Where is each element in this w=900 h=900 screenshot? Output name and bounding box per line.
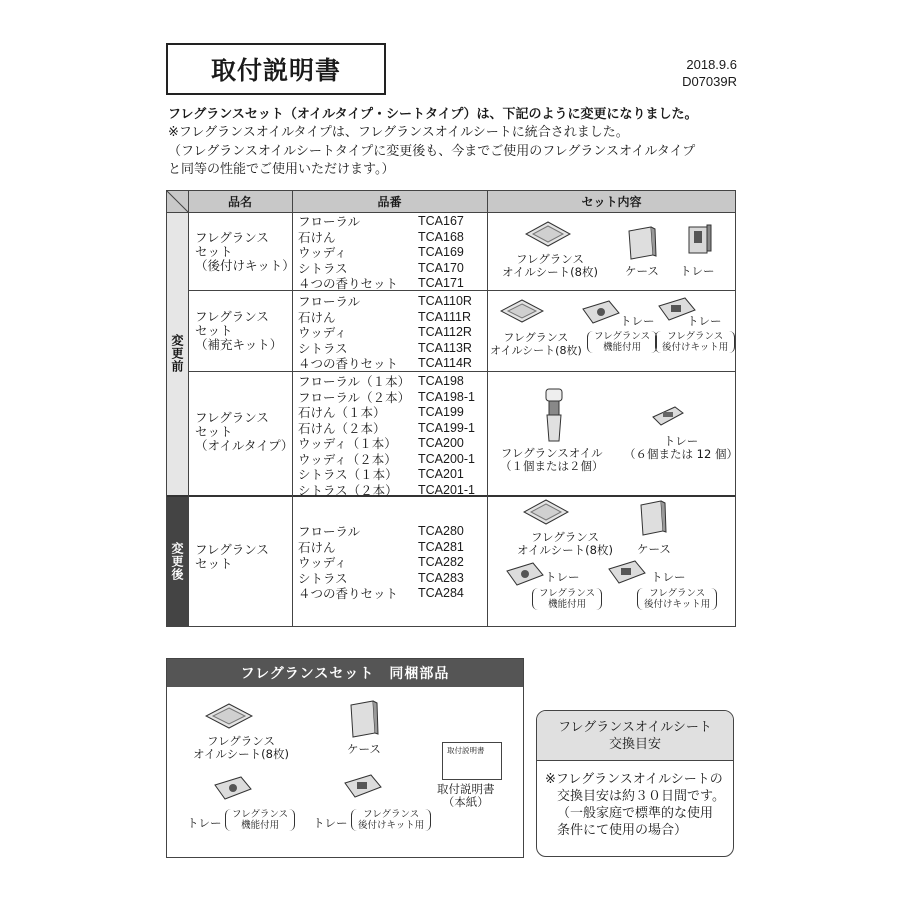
grid-line <box>167 212 735 213</box>
row-4-kit-note: フレグランス 後付けキット用 <box>637 588 717 610</box>
bundle-kit-note: フレグランス 後付けキット用 <box>351 809 431 831</box>
product-row: ４つの香りセット TCA171 <box>298 276 464 291</box>
header-code: 品番 <box>377 195 402 209</box>
tray-icon <box>685 223 713 257</box>
product-row: 石けん（１本） TCA199 <box>298 405 464 420</box>
bundle-tray-kit-label: トレー <box>313 816 348 830</box>
intro-line-2: ※フレグランスオイルタイプは、フレグランスオイルシートに統合されました。 <box>168 125 629 140</box>
case-icon <box>347 699 381 739</box>
tray-kit-icon <box>607 559 647 585</box>
product-row: ウッディ（１本） TCA200 <box>298 436 464 451</box>
row-4-tray-func-label: トレー <box>545 570 580 584</box>
side-label-before: 変更前 <box>167 212 188 495</box>
product-row: ウッディ（２本） TCA200-1 <box>298 451 475 467</box>
product-row: ウッディ TCA112R <box>298 325 472 340</box>
manual-thumbnail: 取付説明書 <box>442 742 502 780</box>
oil-sheet-icon <box>525 221 571 247</box>
row-2-name: フレグランス セット （補充キット） <box>195 309 283 352</box>
row-2-kit-note: フレグランス 後付けキット用 <box>655 331 735 353</box>
row-1-name: フレグランス セット （後付けキット） <box>195 230 295 273</box>
case-icon <box>637 499 667 537</box>
product-row: フローラル TCA110R <box>298 294 472 309</box>
row-4-case-label: ケース <box>637 542 671 556</box>
intro-line-4: と同等の性能でご使用いただけます。） <box>168 162 395 177</box>
header-contents: セット内容 <box>581 195 642 209</box>
bundle-tray-func-label: トレー <box>187 816 222 830</box>
bundled-parts-title: フレグランスセット 同梱部品 <box>167 659 523 687</box>
exchange-title: フレグランスオイルシート 交換目安 <box>537 711 733 761</box>
product-row: ４つの香りセット TCA284 <box>298 586 464 601</box>
product-row: ウッディ TCA169 <box>298 245 464 260</box>
exchange-body: ※フレグランスオイルシートの 交換目安は約３０日間です。 （一般家庭で標準的な使用 条件にて使用の場合） <box>545 772 725 838</box>
bundle-manual-label: 取付説明書 （本紙） <box>437 782 495 809</box>
row-1-case-label: ケース <box>625 264 659 278</box>
exchange-guideline-box <box>536 710 734 857</box>
row-3-name: フレグランス セット （オイルタイプ） <box>195 410 294 453</box>
product-row: フローラル TCA280 <box>298 524 464 539</box>
product-row: 石けん（２本） TCA199-1 <box>298 420 475 436</box>
product-row: 石けん TCA111R <box>298 309 472 325</box>
oil-sheet-icon <box>523 499 569 525</box>
product-change-table <box>166 190 736 627</box>
product-row: シトラス TCA170 <box>298 260 464 276</box>
corner-diagonal <box>167 191 188 212</box>
product-row: シトラス（１本） TCA201 <box>298 467 464 482</box>
row-4-func-note: フレグランス 機能付用 <box>532 588 602 610</box>
tray-func-icon <box>213 775 253 801</box>
product-row: フローラル（２本） TCA198-1 <box>298 389 475 405</box>
side-label-after: 変更後 <box>167 495 188 627</box>
row-2-products <box>298 294 488 372</box>
row-4-products <box>298 524 488 602</box>
intro-line-3: （フレグランスオイルシートタイプに変更後も、今までご使用のフレグランスオイルタイプ <box>168 144 696 159</box>
product-row: シトラス TCA113R <box>298 340 472 356</box>
document-code: D07039R <box>682 74 737 89</box>
header-name: 品名 <box>227 195 252 209</box>
bundle-case-label: ケース <box>347 742 381 756</box>
row-1-products <box>298 214 488 292</box>
row-3-oil-label: フレグランスオイル （１個または２個） <box>500 446 604 473</box>
oil-tray-icon <box>651 405 685 427</box>
product-row: 石けん TCA168 <box>298 229 464 245</box>
product-row: シトラス（２本） TCA201-1 <box>298 482 475 498</box>
row-2-tray-func-label: トレー <box>620 314 655 328</box>
intro-line-1: フレグランスセット（オイルタイプ・シートタイプ）は、下記のように変更になりました。 <box>168 107 698 122</box>
tray-func-icon <box>581 299 621 325</box>
product-row: フローラル TCA167 <box>298 214 464 229</box>
product-row: 石けん TCA281 <box>298 539 464 555</box>
tray-func-icon <box>505 561 545 587</box>
oil-bottle-icon <box>541 387 567 445</box>
row-1-sheet-label: フレグランス オイルシート(8枚) <box>502 252 598 279</box>
row-4-name: フレグランス セット <box>195 542 269 571</box>
document-title: 取付説明書 <box>166 43 386 95</box>
document-date: 2018.9.6 <box>686 57 737 72</box>
product-row: ４つの香りセット TCA114R <box>298 356 472 371</box>
grid-line <box>188 191 189 626</box>
product-row: ウッディ TCA282 <box>298 555 464 570</box>
row-3-tray-label: トレー （６個または 12 個） <box>624 434 738 461</box>
row-4-tray-kit-label: トレー <box>651 570 686 584</box>
bundle-sheet-label: フレグランス オイルシート(8枚) <box>193 734 289 761</box>
row-3-products <box>298 374 488 498</box>
oil-sheet-icon <box>205 703 253 729</box>
row-2-func-note: フレグランス 機能付用 <box>587 331 657 353</box>
row-2-tray-kit-label: トレー <box>687 314 722 328</box>
product-row: シトラス TCA283 <box>298 570 464 586</box>
row-2-sheet-label: フレグランス オイルシート(8枚) <box>490 331 582 357</box>
case-icon <box>625 225 657 261</box>
row-4-sheet-label: フレグランス オイルシート(8枚) <box>517 530 613 557</box>
tray-kit-icon <box>343 773 383 799</box>
bundle-func-note: フレグランス 機能付用 <box>225 809 295 831</box>
row-1-tray-label: トレー <box>680 264 715 278</box>
product-row: フローラル（１本） TCA198 <box>298 374 464 389</box>
oil-sheet-icon <box>500 299 544 323</box>
